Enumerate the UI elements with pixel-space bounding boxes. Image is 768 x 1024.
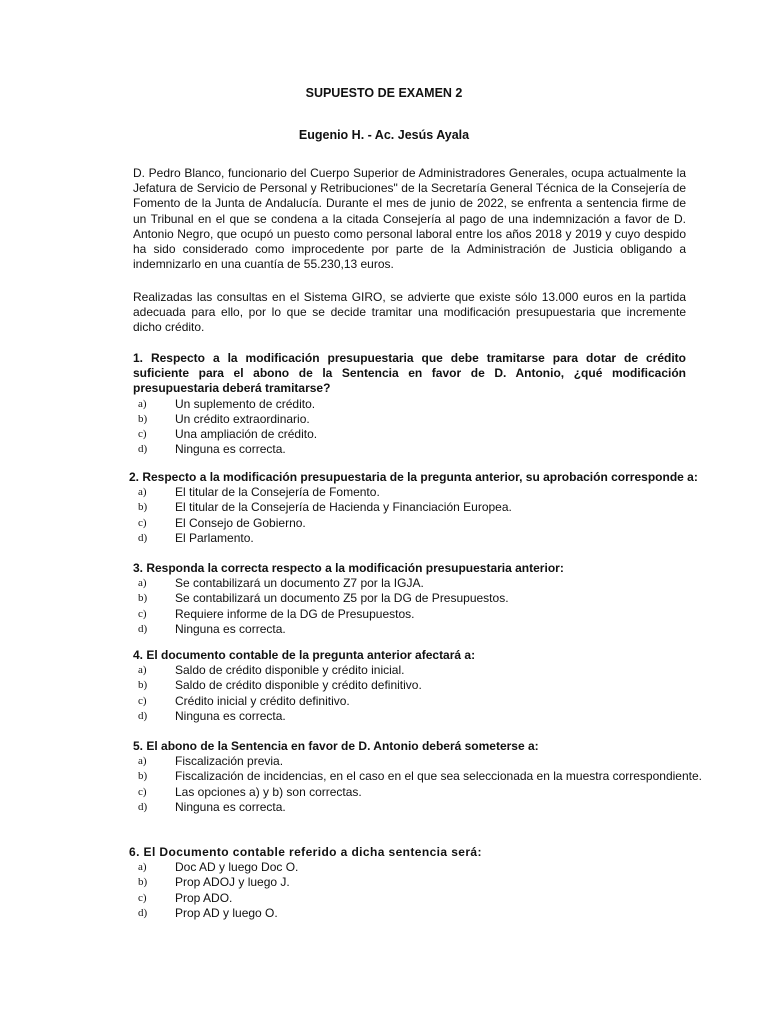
- option-text: Se contabilizará un documento Z5 por la DG de Presupuestos.: [175, 591, 509, 606]
- option-b: [133, 875, 699, 890]
- option-b: [133, 500, 729, 515]
- option-text: Prop AD y luego O.: [175, 905, 278, 920]
- option-c: [133, 891, 699, 906]
- option-letter: a): [138, 577, 147, 590]
- option-text: Fiscalización de incidencias, en el caso en el que sea seleccionada en la muestra correspondiente.: [175, 769, 702, 784]
- option-letter: c): [138, 694, 147, 707]
- option-letter: d): [138, 709, 148, 722]
- option-c: [133, 694, 703, 709]
- question-5-options: [133, 754, 703, 815]
- option-b: [133, 769, 703, 784]
- option-d: [133, 442, 703, 457]
- option-text: El titular de la Consejería de Hacienda y Financiación Europea.: [175, 500, 512, 515]
- option-text: Se contabilizará un documento Z7 por la IGJA.: [175, 576, 424, 591]
- option-c: [133, 785, 703, 800]
- question-2-text: 2. Respecto a la modificación presupuestaria de la pregunta anterior, su aprobación corresponde a:: [129, 470, 698, 484]
- option-letter: c): [138, 516, 147, 529]
- option-letter: b): [138, 592, 148, 605]
- option-letter: a): [138, 861, 147, 874]
- option-letter: b): [138, 412, 148, 425]
- option-text: Crédito inicial y crédito definitivo.: [175, 693, 350, 708]
- option-d: [133, 622, 703, 637]
- option-text: Saldo de crédito disponible y crédito inicial.: [175, 663, 405, 678]
- option-letter: b): [138, 501, 148, 514]
- option-letter: d): [138, 622, 148, 635]
- option-letter: b): [138, 770, 148, 783]
- option-b: [133, 678, 703, 693]
- option-text: Ninguna es correcta.: [175, 799, 286, 814]
- option-letter: c): [138, 607, 147, 620]
- option-a: [133, 754, 703, 769]
- question-5-text: 5. El abono de la Sentencia en favor de D. Antonio deberá someterse a:: [133, 739, 539, 753]
- option-b: [133, 412, 703, 427]
- option-c: [133, 427, 703, 442]
- option-d: [133, 709, 703, 724]
- question-3: [133, 561, 703, 637]
- option-letter: a): [138, 486, 147, 499]
- option-a: [133, 663, 703, 678]
- option-text: El titular de la Consejería de Fomento.: [175, 485, 380, 500]
- option-a: [133, 576, 703, 591]
- option-d: [133, 531, 729, 546]
- question-1: [133, 351, 703, 457]
- option-text: Ninguna es correcta.: [175, 442, 286, 457]
- option-letter: c): [138, 891, 147, 904]
- document-author: Eugenio H. - Ac. Jesús Ayala: [298, 128, 470, 142]
- case-paragraph-2: Realizadas las consultas en el Sistema GIRO, se advierte que existe sólo 13.000 euros en la partida adecuada para ello, por lo que se decide tramitar una modificación presupuestaria que incremente dicho crédito.: [133, 290, 686, 335]
- option-c: [133, 607, 703, 622]
- case-paragraph-1: D. Pedro Blanco, funcionario del Cuerpo Superior de Administradores Generales, ocupa actualmente la Jefatura de Servicio de Personal y Retribuciones" de la Secretaría General Técnica de la Consejería de Fomento de la Junta de Andalucía. Durante el mes de junio de 2022, se enfrenta a sentencia firme de un Tribunal en el que se condena a la citada Consejería al pago de una indemnización a favor de D. Antonio Negro, que ocupó un puesto como personal laboral entre los años 2018 y 2019 y cuyo despido ha sido considerado como improcedente por parte de la Administración de Justicia obligando a indemnizarlo en una cuantía de 55.230,13 euros.: [133, 166, 686, 272]
- option-text: Fiscalización previa.: [175, 754, 284, 769]
- option-c: [133, 516, 729, 531]
- question-1-text: 1. Respecto a la modificación presupuestaria que debe tramitarse para dotar de crédito suficiente para el abono de la Sentencia en favor de D. Antonio, ¿qué modificación presupuestaria deberá tramitarse?: [133, 351, 686, 396]
- option-text: El Parlamento.: [175, 530, 254, 545]
- option-text: Una ampliación de crédito.: [175, 427, 318, 442]
- option-letter: d): [138, 443, 148, 456]
- option-letter: d): [138, 531, 148, 544]
- option-letter: a): [138, 397, 147, 410]
- option-letter: c): [138, 785, 147, 798]
- option-text: Ninguna es correcta.: [175, 621, 286, 636]
- option-text: Un crédito extraordinario.: [175, 411, 310, 426]
- question-2-options: [133, 485, 729, 546]
- option-text: Requiere informe de la DG de Presupuestos.: [175, 606, 415, 621]
- option-text: Prop ADOJ y luego J.: [175, 875, 290, 890]
- question-6-text: 6. El Documento contable referido a dicha sentencia será:: [129, 845, 482, 859]
- question-6-options: [133, 860, 699, 921]
- option-text: Un suplemento de crédito.: [175, 396, 316, 411]
- question-3-options: [133, 576, 703, 637]
- document-title: SUPUESTO DE EXAMEN 2: [305, 86, 463, 100]
- option-d: [133, 800, 703, 815]
- question-5: [133, 739, 703, 815]
- option-text: Saldo de crédito disponible y crédito definitivo.: [175, 678, 422, 693]
- option-a: [133, 485, 729, 500]
- option-text: Las opciones a) y b) son correctas.: [175, 784, 362, 799]
- option-text: El Consejo de Gobierno.: [175, 515, 306, 530]
- question-2: [129, 470, 729, 546]
- question-4-text: 4. El documento contable de la pregunta anterior afectará a:: [133, 648, 476, 662]
- option-a: [133, 860, 699, 875]
- option-letter: d): [138, 906, 148, 919]
- question-3-text: 3. Responda la correcta respecto a la modificación presupuestaria anterior:: [133, 561, 564, 575]
- option-b: [133, 591, 703, 606]
- option-text: Doc AD y luego Doc O.: [175, 860, 299, 875]
- option-d: [133, 906, 699, 921]
- option-a: [133, 397, 703, 412]
- option-text: Prop ADO.: [175, 890, 233, 905]
- option-letter: b): [138, 876, 148, 889]
- option-letter: c): [138, 428, 147, 441]
- option-letter: b): [138, 679, 148, 692]
- option-letter: a): [138, 664, 147, 677]
- question-4-options: [133, 663, 703, 724]
- question-6: [129, 845, 699, 921]
- option-letter: d): [138, 800, 148, 813]
- question-4: [133, 648, 703, 724]
- option-letter: a): [138, 755, 147, 768]
- question-1-options: [133, 397, 703, 458]
- option-text: Ninguna es correcta.: [175, 708, 286, 723]
